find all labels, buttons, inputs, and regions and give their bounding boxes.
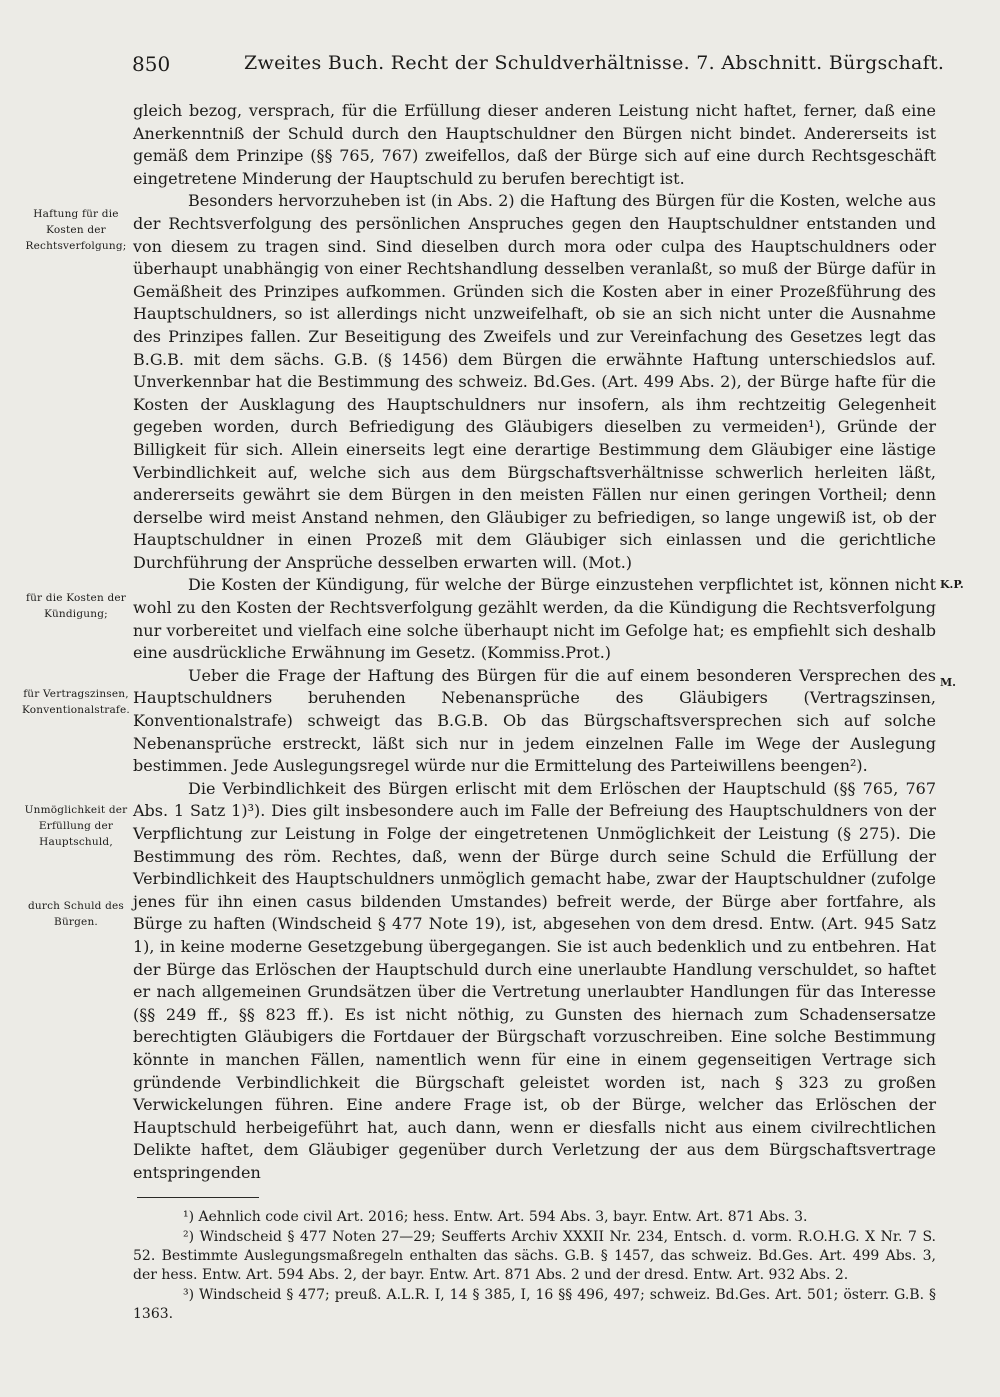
margin-note-costs-of-litigation: Haftung für die Kosten der Rechtsverfolgung; xyxy=(25,208,127,252)
page-number: 850 xyxy=(132,52,171,76)
running-title: Zweites Buch. Recht der Schuldverhältnisse. 7. Abschnitt. Bürgschaft. xyxy=(244,52,945,74)
footnote-divider xyxy=(137,1197,259,1198)
main-text xyxy=(133,100,936,1185)
margin-note-guarantor-fault: durch Schuld des Bürgen. xyxy=(27,900,125,928)
margin-note-costs-of-termination: für die Kosten der Kündigung; xyxy=(26,592,126,620)
paragraph-continuation: gleich bezog, versprach, für die Erfüllung dieser anderen Leistung nicht haftet, ferner, daß eine Anerkenntniß der Schuld durch den Hauptschuldner den Bürgen nicht bindet. Andererseits ist gemäß dem Prinzipe (§§ 765, 767) zweifellos, daß der Bürge sich auf eine durch Rechtsgeschäft eingetretene Minderung der Hauptschuld zu berufen berechtigt ist. xyxy=(133,101,936,188)
margin-note-contract-interest: für Vertragszinsen, Konventionalstrafe. xyxy=(22,688,130,716)
footnote-3: ³) Windscheid § 477; preuß. A.L.R. I, 14 § 385, I, 16 §§ 496, 497; schweiz. Bd.Ges. Art. 501; österr. G.B. § 1363. xyxy=(133,1287,936,1322)
paragraph-costs-of-litigation: Besonders hervorzuheben ist (in Abs. 2) die Haftung des Bürgen für die Kosten, welche aus der Rechtsverfolgung des persönlichen Anspruches gegen den Hauptschuldner entstanden und von diesem zu tragen sind. Sind dieselben durch mora oder culpa des Hauptschuldners oder überhaupt unabhängig von einer Rechtshandlung desselben veranlaßt, so muß der Bürge dafür in Gemäßheit des Prinzipes aufkommen. Gründen sich die Kosten aber in einer Prozeßführung des Hauptschuldners, so ist allerdings nicht unzweifelhaft, ob sie an sich nicht unter die Ausnahme des Prinzipes fallen. Zur Beseitigung des Zweifels und zur Vereinfachung des Gesetzes legt das B.G.B. mit dem sächs. G.B. (§ 1456) dem Bürgen die erwähnte Haftung unterschiedslos auf. Unverkennbar hat die Bestimmung des schweiz. Bd.Ges. (Art. 499 Abs. 2), der Bürge hafte für die Kosten der Ausklagung des Hauptschuldners nur insofern, als ihm rechtzeitig Gelegenheit gegeben worden, durch Befriedigung des Gläubigers dieselben zu vermeiden¹), Gründe der Billigkeit für sich. Allein einerseits legt eine derartige Bestimmung dem Gläubiger eine lästige Verbindlichkeit auf, welche sich aus dem Bürgschaftsverhältnisse schwerlich herleiten läßt, andererseits gewährt sie dem Bürgen in den meisten Fällen nur einen geringen Vortheil; denn derselbe wird meist Anstand nehmen, den Gläubiger zu befriedigen, so lange ungewiß ist, ob der Hauptschuldner in einen Prozeß mit dem Gläubiger sich einlassen und die gerichtliche Durchführung der Ansprüche desselben erwarten will. (Mot.) xyxy=(133,191,936,572)
side-mark-m: M. xyxy=(940,676,957,689)
footnote-2: ²) Windscheid § 477 Noten 27—29; Seufferts Archiv XXXII Nr. 234, Entsch. d. vorm. R.O.H.G. X Nr. 7 S. 52. Bestimmte Auslegungsmaßregeln enthalten das sächs. G.B. § 1457, das schweiz. Bd.Ges. Art. 499 Abs. 3, der hess. Entw. Art. 594 Abs. 2, der bayr. Entw. Art. 871 Abs. 2 und der dresd. Entw. Art. 932 Abs. 2. xyxy=(133,1229,936,1283)
side-mark-kp: K.P. xyxy=(940,578,964,591)
margin-note-impossibility: Unmöglichkeit der Erfüllung der Hauptschuld, xyxy=(24,804,128,848)
footnote-1: ¹) Aehnlich code civil Art. 2016; hess. Entw. Art. 594 Abs. 3, bayr. Entw. Art. 871 Abs. 3. xyxy=(183,1209,808,1225)
paragraph-contract-interest: Ueber die Frage der Haftung des Bürgen für die auf einem besonderen Versprechen des Hauptschuldners beruhenden Nebenansprüche des Gläubigers (Vertragszinsen, Konventionalstrafe) schweigt das B.G.B. Ob das Bürgschaftsversprechen sich auf solche Nebenansprüche erstreckt, läßt sich nur in jedem einzelnen Falle im Wege der Auslegung bestimmen. Jede Auslegungsregel würde nur die Ermittelung des Parteiwillens beengen²). xyxy=(133,665,936,776)
paragraph-costs-of-termination: Die Kosten der Kündigung, für welche der Bürge einzustehen verpflichtet ist, können nicht wohl zu den Kosten der Rechtsverfolgung gezählt werden, da die Kündigung die Rechtsverfolgung nur vorbereitet und vielfach eine solche überhaupt nicht im Gefolge hat; es empfiehlt sich deshalb eine ausdrückliche Erwähnung im Gesetz. (Kommiss.Prot.) xyxy=(133,575,936,663)
paragraph-impossibility: Die Verbindlichkeit des Bürgen erlischt mit dem Erlöschen der Hauptschuld (§§ 765, 767 Abs. 1 Satz 1)³). Dies gilt insbesondere auch im Falle der Befreiung des Hauptschuldners von der Verpflichtung zur Leistung in Folge der eingetretenen Unmöglichkeit der Leistung (§ 275). Die Bestimmung des röm. Rechtes, daß, wenn der Bürge durch seine Schuld die Erfüllung der Verbindlichkeit des Hauptschuldners unmöglich gemacht habe, zwar der Hauptschuldner (zufolge jenes für ihn einen casus bildenden Umstandes) befreit werde, der Bürge aber fortfahre, als Bürge zu haften (Windscheid § 477 Note 19), ist, abgesehen von dem dresd. Entw. (Art. 945 Satz 1), in keine moderne Gesetzgebung übergegangen. Sie ist auch bedenklich und zu entbehren. Hat der Bürge das Erlöschen der Hauptschuld durch eine unerlaubte Handlung verschuldet, so haftet er nach allgemeinen Grundsätzen über die Vertretung unerlaubter Handlungen für das Interesse (§§ 249 ff., §§ 823 ff.). Es ist nicht nöthig, zu Gunsten des hiernach zum Schadensersatze berechtigten Gläubigers die Fortdauer der Bürgschaft vorzuschreiben. Eine solche Bestimmung könnte in manchen Fällen, namentlich wenn für eine in einem gegenseitigen Vertrage sich gründende Verbindlichkeit die Bürgschaft geleistet worden ist, nach § 323 zu großen Verwickelungen führen. Eine andere Frage ist, ob der Bürge, welcher das Erlöschen der Hauptschuld herbeigeführt hat, auch dann, wenn er diesfalls nicht aus einem civilrechtlichen Delikte haftet, dem Gläubiger gegenüber durch Verletzung der aus dem Bürgschaftsvertrage entspringenden xyxy=(133,778,936,1182)
footnotes xyxy=(133,1208,936,1325)
